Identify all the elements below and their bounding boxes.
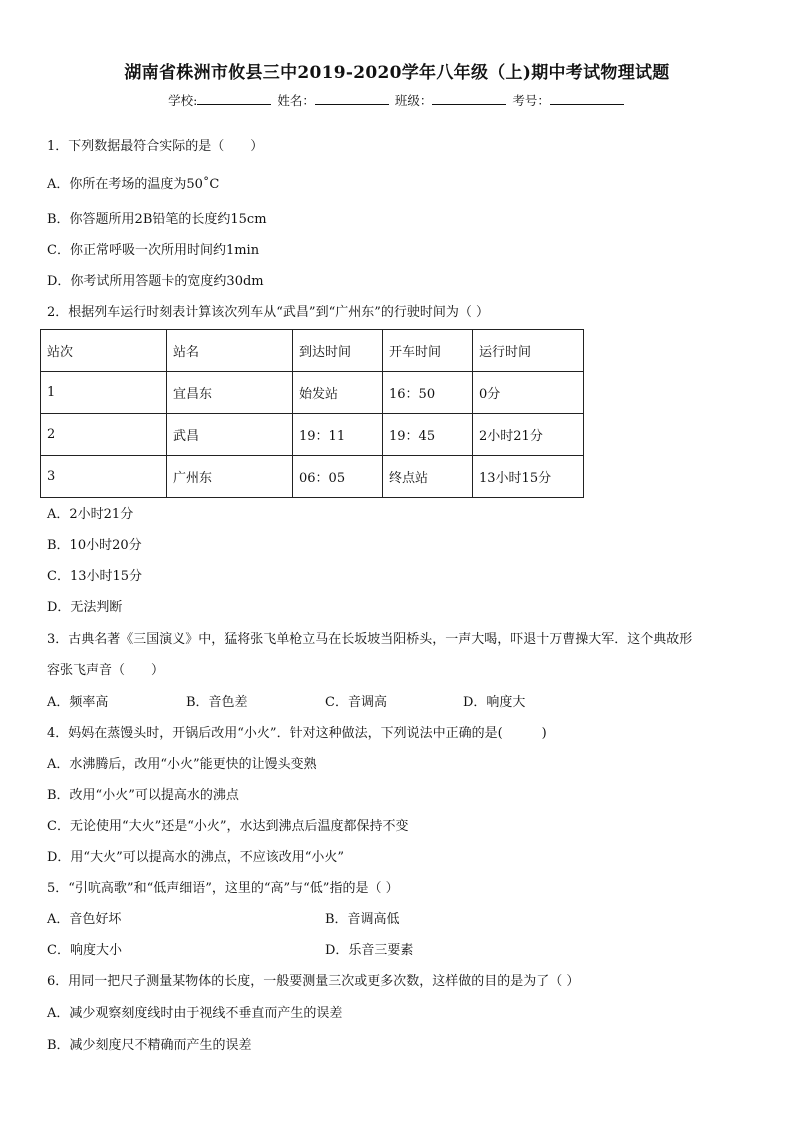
- q4-stem: 4．妈妈在蒸馒头时，开锅后改用“小火”．针对这种做法，下列说法中正确的是( ): [47, 726, 547, 741]
- table-header-cell: 运行时间: [473, 330, 584, 372]
- table-cell: 武昌: [167, 414, 293, 456]
- q1-option-a: A．你所在考场的温度为50˚C: [47, 177, 220, 192]
- table-cell: 2: [41, 414, 167, 456]
- table-cell: 2小时21分: [473, 414, 584, 456]
- q1-stem: 1．下列数据最符合实际的是（ ）: [47, 139, 264, 154]
- id-blank[interactable]: [550, 92, 624, 105]
- q3-option-c: C．音调高: [325, 695, 387, 710]
- q2-stem: 2．根据列车运行时刻表计算该次列车从“武昌”到“广州东”的行驶时间为（ ）: [47, 305, 489, 320]
- q1-option-c: C．你正常呼吸一次所用时间约1min: [47, 243, 260, 258]
- school-blank[interactable]: [197, 92, 271, 105]
- q2-option-b: B．10小时20分: [47, 538, 142, 553]
- exam-title: 湖南省株洲市攸县三中2019-2020学年八年级（上)期中考试物理试题: [124, 63, 670, 83]
- q6-option-b: B．减少刻度尺不精确而产生的误差: [47, 1038, 252, 1053]
- q5-option-c: C．响度大小: [47, 943, 122, 958]
- class-label: 班级：: [394, 93, 433, 108]
- table-row: [41, 414, 584, 456]
- q5-option-b: B．音调高低: [325, 912, 400, 927]
- table-cell: 宜昌东: [167, 372, 293, 414]
- q5-option-a: A．音色好坏: [47, 912, 122, 927]
- q3-option-d: D．响度大: [463, 695, 526, 710]
- school-label: 学校:: [168, 93, 198, 108]
- train-timetable: [40, 329, 584, 498]
- table-cell: 广州东: [167, 456, 293, 498]
- table-header-row: [41, 330, 584, 372]
- table-cell: 0分: [473, 372, 584, 414]
- q3-option-a: A．频率高: [47, 695, 109, 710]
- table-header-cell: 站名: [167, 330, 293, 372]
- q6-option-a: A．减少观察刻度线时由于视线不垂直而产生的误差: [47, 1006, 343, 1021]
- q3-stem-line1: 3．古典名著《三国演义》中，猛将张飞单枪立马在长坂坡当阳桥头，一声大喝，吓退十万曹操大军．这个典故形: [47, 632, 693, 647]
- q2-option-a: A．2小时21分: [47, 507, 134, 522]
- name-blank[interactable]: [315, 92, 389, 105]
- q5-stem: 5．“引吭高歌”和“低声细语”，这里的“高”与“低”指的是（ ）: [47, 881, 399, 896]
- class-blank[interactable]: [432, 92, 506, 105]
- table-cell: 16：50: [383, 372, 473, 414]
- table-cell: 06：05: [293, 456, 383, 498]
- q1-option-d: D．你考试所用答题卡的宽度约30dm: [47, 274, 264, 289]
- table-header-cell: 开车时间: [383, 330, 473, 372]
- table-cell: 始发站: [293, 372, 383, 414]
- q2-option-d: D．无法判断: [47, 600, 123, 615]
- table-header-cell: 站次: [41, 330, 167, 372]
- q4-option-c: C．无论使用“大火”还是“小火”，水达到沸点后温度都保持不变: [47, 819, 409, 834]
- q4-option-b: B．改用“小火”可以提高水的沸点: [47, 788, 239, 803]
- q2-option-c: C．13小时15分: [47, 569, 143, 584]
- q1-option-b: B．你答题所用2B铅笔的长度约15cm: [47, 212, 267, 227]
- id-label: 考号：: [512, 93, 550, 108]
- q5-option-d: D．乐音三要素: [325, 943, 414, 958]
- table-cell: 3: [41, 456, 167, 498]
- table-cell: 终点站: [383, 456, 473, 498]
- table-cell: 13小时15分: [473, 456, 584, 498]
- q6-stem: 6．用同一把尺子测量某物体的长度，一般要测量三次或更多次数，这样做的目的是为了（ ）: [47, 974, 580, 989]
- table-row: [41, 456, 584, 498]
- q4-option-a: A．水沸腾后，改用“小火”能更快的让馒头变熟: [47, 757, 317, 772]
- table-cell: 1: [41, 372, 167, 414]
- name-label: 姓名：: [277, 93, 315, 108]
- table-row: [41, 372, 584, 414]
- q3-option-b: B．音色差: [186, 695, 248, 710]
- q3-stem-line2: 容张飞声音（ ）: [47, 663, 165, 678]
- student-info-line: [0, 91, 794, 109]
- q4-option-d: D．用“大火”可以提高水的沸点，不应该改用“小火”: [47, 850, 345, 865]
- table-header-cell: 到达时间: [293, 330, 383, 372]
- table-cell: 19：45: [383, 414, 473, 456]
- table-cell: 19：11: [293, 414, 383, 456]
